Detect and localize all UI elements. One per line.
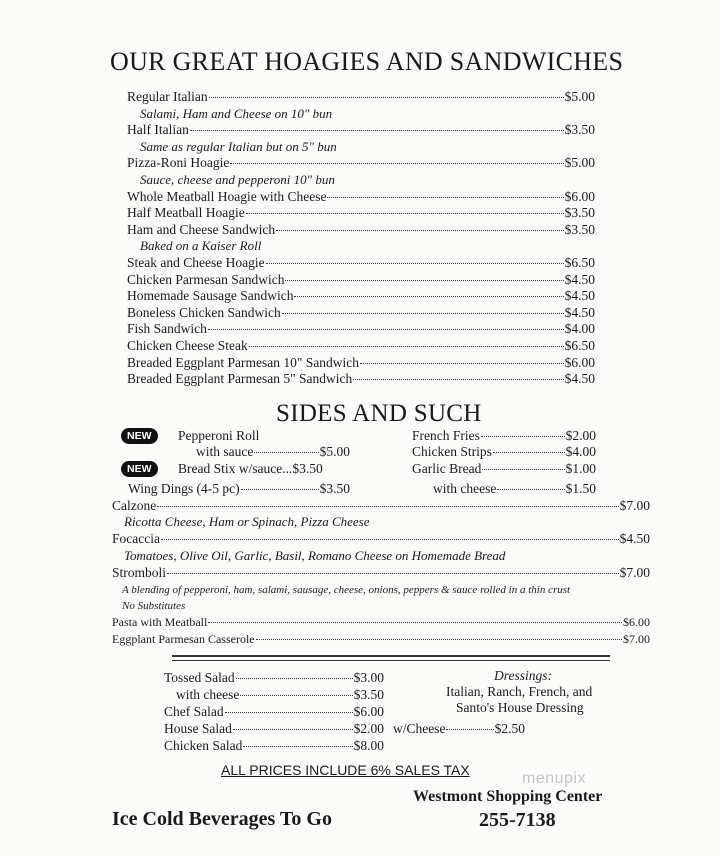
- item-name: Breaded Eggplant Parmesan 5" Sandwich: [127, 371, 353, 387]
- item-price: $8.00: [353, 738, 384, 753]
- item-price: $4.00: [564, 321, 595, 337]
- menu-item: [127, 321, 595, 337]
- item-price: $6.00: [564, 354, 595, 370]
- salad-item: [176, 687, 384, 703]
- item-price: $3.50: [564, 205, 595, 221]
- dressings-title: Dressings:: [494, 668, 553, 683]
- item-price: $2.00: [565, 428, 596, 443]
- item-description: Same as regular Italian but on 5" bun: [140, 138, 337, 154]
- w-cheese-line: w/Cheese $2.50: [393, 721, 525, 736]
- item-name: Half Italian: [127, 122, 189, 138]
- no-substitutes-note: No Substitutes: [122, 600, 186, 612]
- item-price: $3.00: [353, 670, 384, 685]
- bread-stix-line: Bread Stix w/sauce... $3.50: [178, 461, 323, 476]
- item-name: Boneless Chicken Sandwich: [127, 304, 281, 320]
- salad-item: [164, 721, 384, 737]
- menu-item: [127, 305, 595, 321]
- item-name: French Fries: [412, 428, 480, 443]
- dressings-line-2: Santo's House Dressing: [456, 700, 584, 715]
- sides-title: SIDES AND SUCH: [276, 400, 482, 427]
- item-price: $1.00: [565, 461, 596, 476]
- item-price: $5.00: [564, 155, 595, 171]
- item-price: $4.50: [564, 304, 595, 320]
- divider: [172, 655, 610, 657]
- item-price: $3.50: [564, 122, 595, 138]
- item-price: $6.00: [353, 704, 384, 719]
- item-price: $1.50: [565, 481, 596, 496]
- focaccia-description: Tomatoes, Olive Oil, Garlic, Basil, Romano Cheese on Homemade Bread: [124, 548, 506, 563]
- dressings-line-1: Italian, Ranch, French, and: [446, 684, 593, 699]
- item-name: Tossed Salad: [164, 670, 235, 685]
- calzone-line: Calzone $7.00: [112, 498, 650, 513]
- menu-item: [127, 205, 595, 221]
- item-name: House Salad: [164, 721, 232, 736]
- side-item: [412, 444, 596, 460]
- item-price: $2.00: [353, 721, 384, 736]
- item-description: Sauce, cheese and pepperoni 10" bun: [140, 172, 335, 187]
- item-name: Chicken Salad: [164, 738, 243, 753]
- phone-number: 255-7138: [479, 809, 556, 831]
- location: Westmont Shopping Center: [413, 788, 603, 805]
- menu-item: [127, 338, 595, 354]
- menu-item: [127, 272, 595, 288]
- item-name: Chicken Parmesan Sandwich: [127, 271, 285, 287]
- focaccia-line: Focaccia $4.50: [112, 531, 650, 546]
- item-name: Steak and Cheese Hoagie: [127, 255, 265, 270]
- salad-item: [164, 670, 384, 686]
- item-name: Pizza-Roni Hoagie: [127, 155, 230, 171]
- item-price: $6.00: [564, 188, 595, 204]
- item-name: Chicken Strips: [412, 444, 492, 459]
- item-name: Regular Italian: [127, 89, 208, 104]
- menu-item: [127, 371, 595, 387]
- new-badge: NEW: [121, 461, 158, 477]
- menu-item: [127, 355, 595, 371]
- menu-item: [127, 122, 595, 138]
- item-name: with cheese: [433, 481, 497, 496]
- item-price: $6.50: [564, 255, 595, 270]
- new-badge: NEW: [121, 428, 158, 444]
- item-price: $3.50: [564, 221, 595, 237]
- wing-dings-line: Wing Dings (4-5 pc) $3.50: [128, 481, 350, 496]
- menu-item: [127, 288, 595, 304]
- menu-item: [127, 255, 595, 271]
- with-sauce-line: with sauce $5.00: [196, 444, 350, 459]
- hoagies-title: OUR GREAT HOAGIES AND SANDWICHES: [110, 47, 624, 76]
- pepperoni-roll-label: Pepperoni Roll: [178, 428, 260, 443]
- pasta-line: Pasta with Meatball $6.00: [112, 615, 650, 629]
- side-item: [412, 428, 596, 444]
- divider: [172, 660, 610, 661]
- item-price: $4.50: [564, 271, 595, 287]
- item-name: Half Meatball Hoagie: [127, 205, 245, 221]
- item-name: Ham and Cheese Sandwich: [127, 221, 276, 237]
- watermark: menupix: [522, 770, 586, 787]
- item-name: Breaded Eggplant Parmesan 10" Sandwich: [127, 354, 359, 370]
- item-name: Chicken Cheese Steak: [127, 338, 248, 353]
- sales-tax-notice: ALL PRICES INCLUDE 6% SALES TAX: [221, 762, 470, 778]
- item-name: Homemade Sausage Sandwich: [127, 288, 294, 304]
- item-name: Whole Meatball Hoagie with Cheese: [127, 188, 327, 204]
- item-description: Baked on a Kaiser Roll: [140, 238, 262, 254]
- side-item: [412, 461, 596, 477]
- item-name: Fish Sandwich: [127, 321, 207, 337]
- beverages-slogan: Ice Cold Beverages To Go: [112, 808, 332, 830]
- eggplant-casserole-line: Eggplant Parmesan Casserole $7.00: [112, 632, 650, 646]
- item-price: $5.00: [564, 89, 595, 104]
- item-price: $3.50: [353, 687, 384, 702]
- salad-item: [164, 738, 384, 754]
- salad-item: [164, 704, 384, 720]
- stromboli-line: Stromboli $7.00: [112, 565, 650, 580]
- item-price: $4.00: [565, 444, 596, 459]
- item-name: with cheese: [176, 687, 240, 702]
- item-description: Salami, Ham and Cheese on 10" bun: [140, 105, 333, 121]
- menu-item: [127, 89, 595, 105]
- calzone-description: Ricotta Cheese, Ham or Spinach, Pizza Cheese: [124, 514, 370, 529]
- menu-item: [127, 155, 595, 171]
- item-name: Chef Salad: [164, 704, 224, 719]
- item-price: $4.50: [564, 288, 595, 304]
- item-price: $6.50: [564, 338, 595, 353]
- menu-item: [127, 189, 595, 205]
- menu-item: [127, 222, 595, 238]
- stromboli-description: A blending of pepperoni, ham, salami, sausage, cheese, onions, peppers & sauce rolled in a thin crust: [122, 584, 571, 596]
- side-item: [433, 481, 596, 497]
- item-price: $4.50: [564, 371, 595, 387]
- item-name: Garlic Bread: [412, 461, 482, 476]
